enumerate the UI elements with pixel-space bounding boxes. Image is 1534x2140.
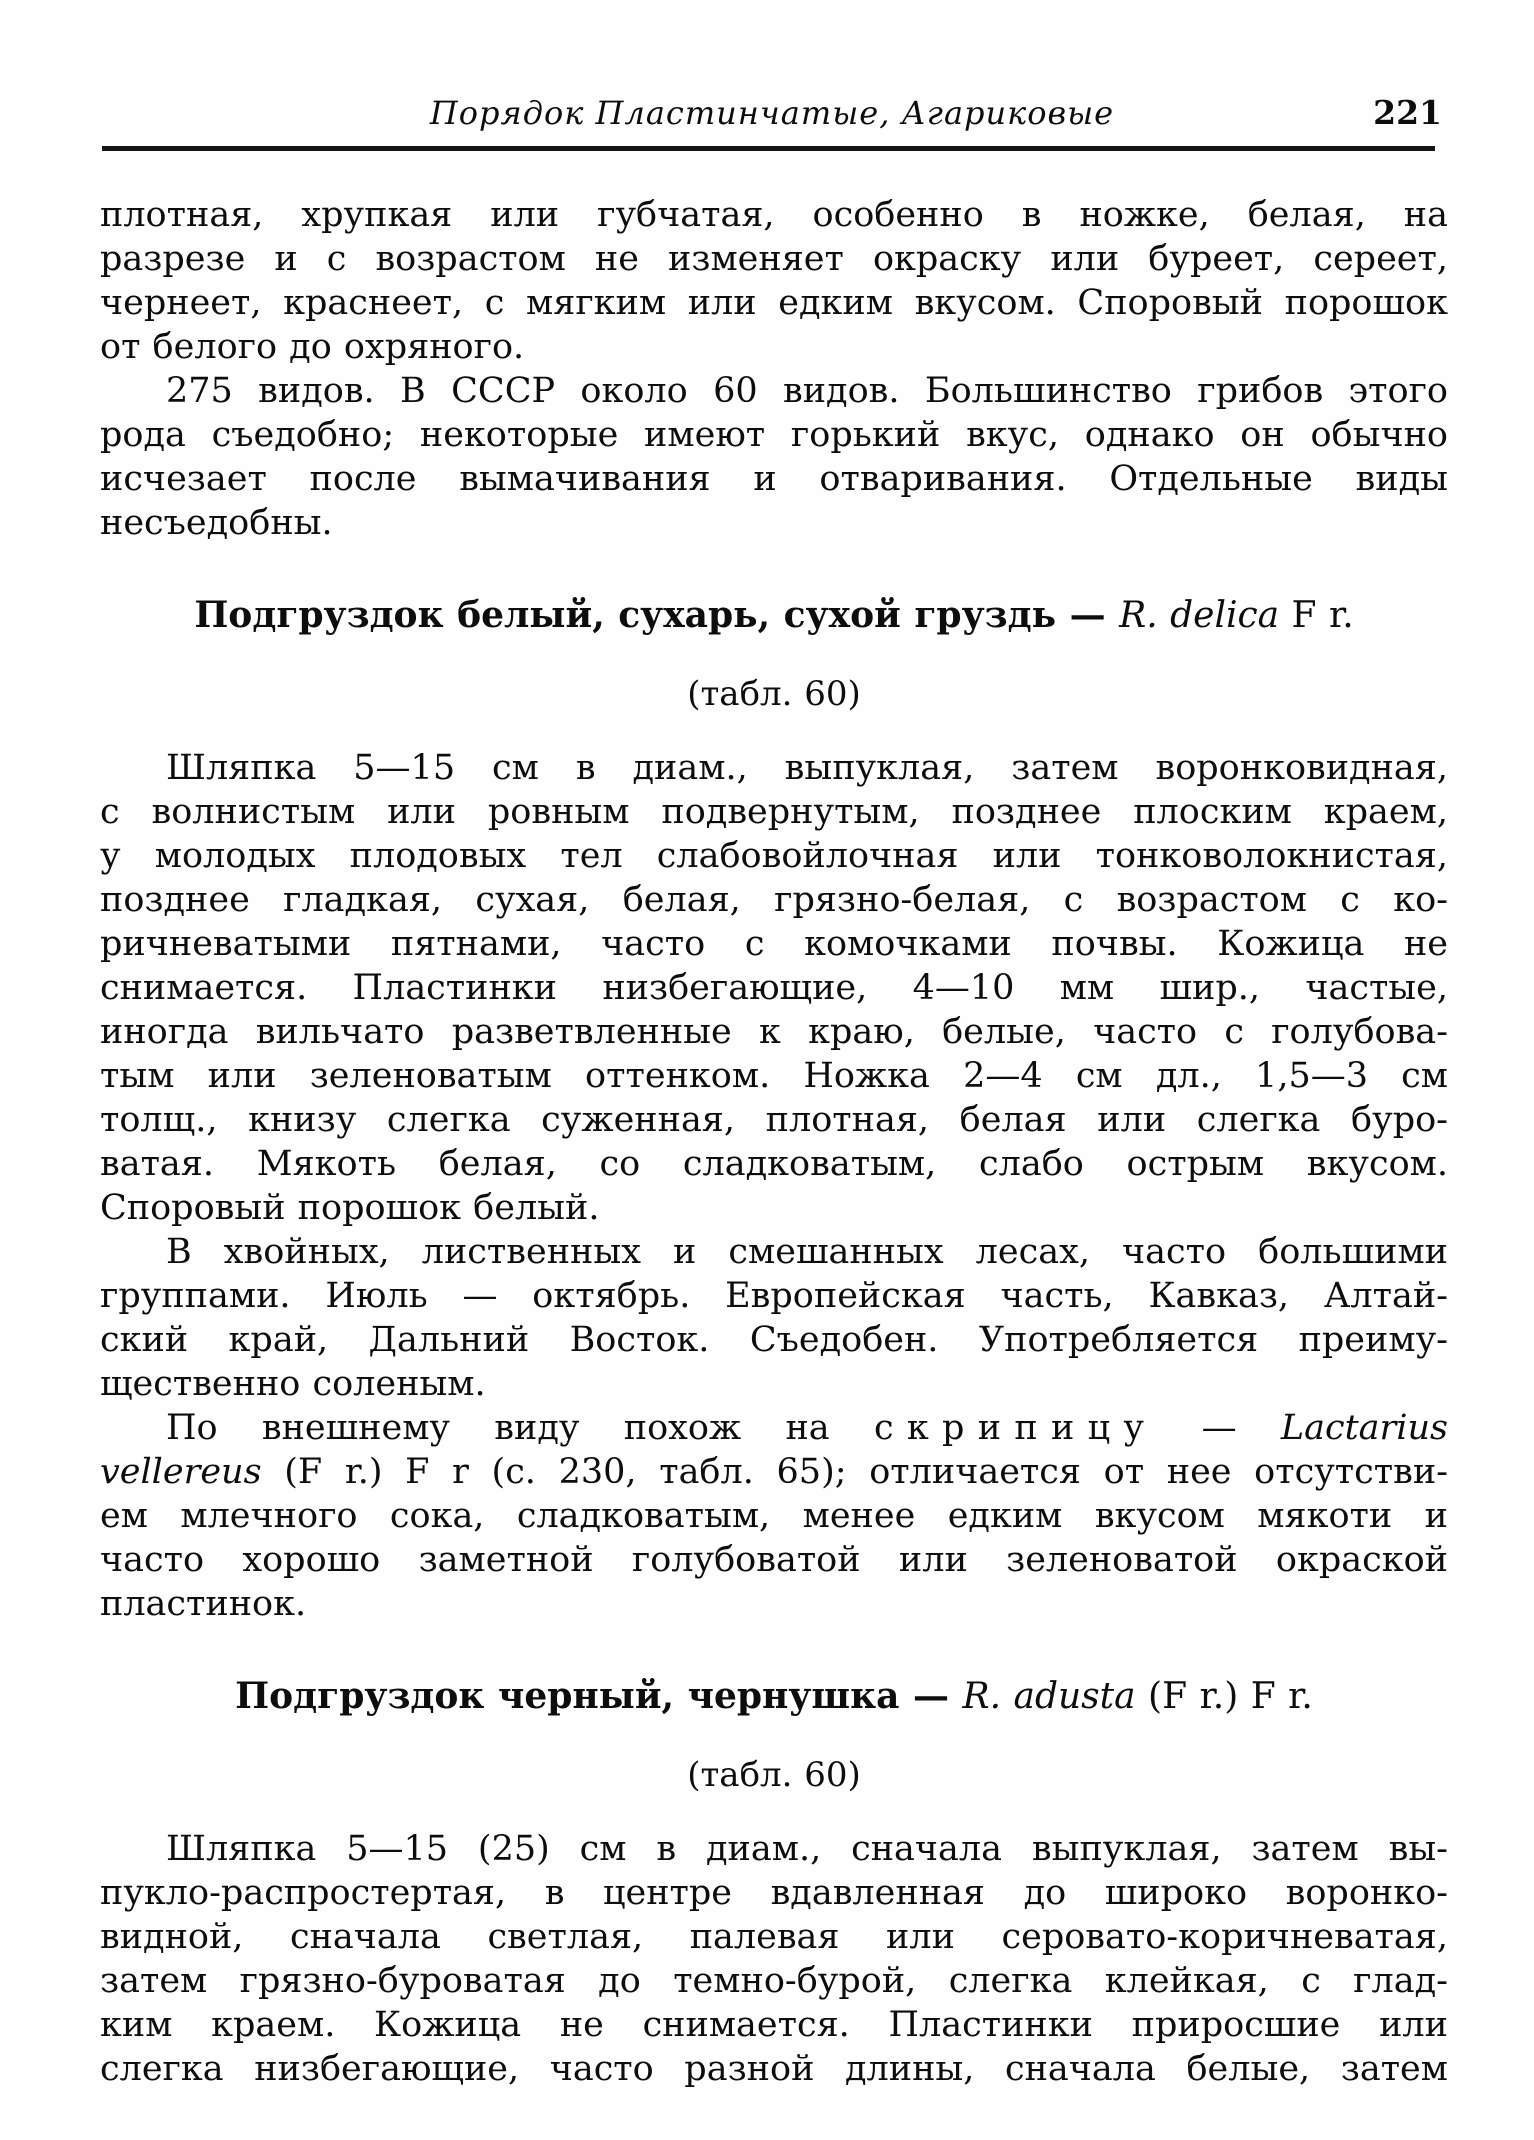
paragraph-species-count xyxy=(100,369,1448,545)
species-heading-russula-adusta xyxy=(100,1672,1448,1721)
species-common-names: Подгруздок черный, чернушка — xyxy=(235,1674,963,1717)
text-line: чернеет, краснеет, с мягким или едким вкусом. Споровый порошок xyxy=(100,283,1448,323)
page-number: 221 xyxy=(1373,93,1442,132)
emphasized-word: скрипицу xyxy=(873,1407,1158,1448)
text-line: ем млечного сока, сладковатым, менее едким вкусом мякоти и xyxy=(100,1495,1448,1536)
text-segment: (F r.) F r (с. 230, табл. 65); отличается от нее отсутстви- xyxy=(261,1451,1448,1492)
text-line: часто хорошо заметной голубоватой или зеленоватой окраской xyxy=(100,1539,1448,1580)
running-head-title: Порядок Пластинчатые, Агариковые xyxy=(429,94,1115,132)
text-line: пластинок. xyxy=(100,1583,307,1624)
text-line: 275 видов. В СССР около 60 видов. Большинство грибов этого xyxy=(166,371,1448,411)
plate-reference: (табл. 60) xyxy=(687,673,861,714)
text-line: затем грязно-буроватая до темно-бурой, слегка клейкая, с глад- xyxy=(100,1960,1448,2001)
text-line: Шляпка 5—15 см в диам., выпуклая, затем воронковидная, xyxy=(166,747,1448,788)
text-line: группами. Июль — октябрь. Европейская часть, Кавказ, Алтай- xyxy=(100,1275,1448,1316)
text-line: толщ., книзу слегка суженная, плотная, белая или слегка буро- xyxy=(100,1099,1448,1140)
header-rule xyxy=(102,146,1435,151)
paragraph-delica-habitat xyxy=(100,1230,1448,1406)
text-line xyxy=(100,1406,1448,1450)
text-line: тым или зеленоватым оттенком. Ножка 2—4 см дл., 1,5—3 см xyxy=(100,1055,1448,1096)
text-line: снимается. Пластинки низбегающие, 4—10 мм шир., частые, xyxy=(100,967,1448,1008)
paragraph-adusta-description xyxy=(100,1827,1448,2091)
text-line xyxy=(100,1450,1448,1494)
text-line: слегка низбегающие, часто разной длины, сначала белые, затем xyxy=(100,2048,1448,2089)
species-heading-russula-delica xyxy=(100,591,1448,640)
text-line: ричневатыми пятнами, часто с комочками почвы. Кожица не xyxy=(100,923,1448,964)
text-line: В хвойных, лиственных и смешанных лесах, часто большими xyxy=(166,1231,1448,1272)
text-line: разрезе и с возрастом не изменяет окраску или буреет, сереет, xyxy=(100,239,1448,279)
text-line: позднее гладкая, сухая, белая, грязно-белая, с возрастом с ко- xyxy=(100,879,1448,920)
text-line: ким краем. Кожица не снимается. Пластинки приросшие или xyxy=(100,2004,1448,2045)
species-latin-name: R. delica xyxy=(1119,595,1280,636)
text-line: с волнистым или ровным подвернутым, позднее плоским краем, xyxy=(100,791,1448,832)
plate-reference: (табл. 60) xyxy=(687,1754,861,1795)
text-line: рода съедобно; некоторые имеют горький вкус, однако он обычно xyxy=(100,415,1448,455)
text-line: Споровый порошок белый. xyxy=(100,1187,600,1228)
species-author: F r. xyxy=(1279,595,1354,636)
paragraph-delica-comparison xyxy=(100,1406,1448,1626)
running-head xyxy=(0,0,1534,134)
text-line: ский край, Дальний Восток. Съедобен. Употребляется преиму- xyxy=(100,1319,1448,1360)
species-author: (F r.) F r. xyxy=(1135,1675,1313,1717)
text-line: пукло-распростертая, в центре вдавленная до широко воронко- xyxy=(100,1872,1448,1913)
paragraph-genus-description-continued xyxy=(100,193,1448,369)
text-segment: — xyxy=(1157,1407,1281,1448)
species-latin-name: Lactarius xyxy=(1280,1407,1448,1448)
text-line: щественно соленым. xyxy=(100,1363,486,1404)
text-line: Шляпка 5—15 (25) см в диам., сначала выпуклая, затем вы- xyxy=(166,1828,1448,1869)
paragraph-delica-description xyxy=(100,746,1448,1230)
text-line: несъедобны. xyxy=(100,503,333,543)
text-segment: По внешнему виду похож на xyxy=(166,1407,874,1448)
text-line: от белого до охряного. xyxy=(100,327,525,367)
text-line: видной, сначала светлая, палевая или серовато-коричневатая, xyxy=(100,1916,1448,1957)
page-text-column xyxy=(0,193,1534,2091)
text-line: у молодых плодовых тел слабовойлочная или тонковолокнистая, xyxy=(100,835,1448,876)
text-line: исчезает после вымачивания и отваривания. Отдельные виды xyxy=(100,459,1448,499)
species-latin-name: R. adusta xyxy=(962,1675,1136,1717)
text-line: плотная, хрупкая или губчатая, особенно в ножке, белая, на xyxy=(100,195,1448,235)
text-line: ватая. Мякоть белая, со сладковатым, слабо острым вкусом. xyxy=(100,1143,1448,1184)
species-common-names: Подгруздок белый, сухарь, сухой груздь — xyxy=(194,594,1120,636)
species-latin-name: vellereus xyxy=(100,1451,262,1492)
text-line: иногда вильчато разветвленные к краю, белые, часто с голубова- xyxy=(100,1011,1448,1052)
